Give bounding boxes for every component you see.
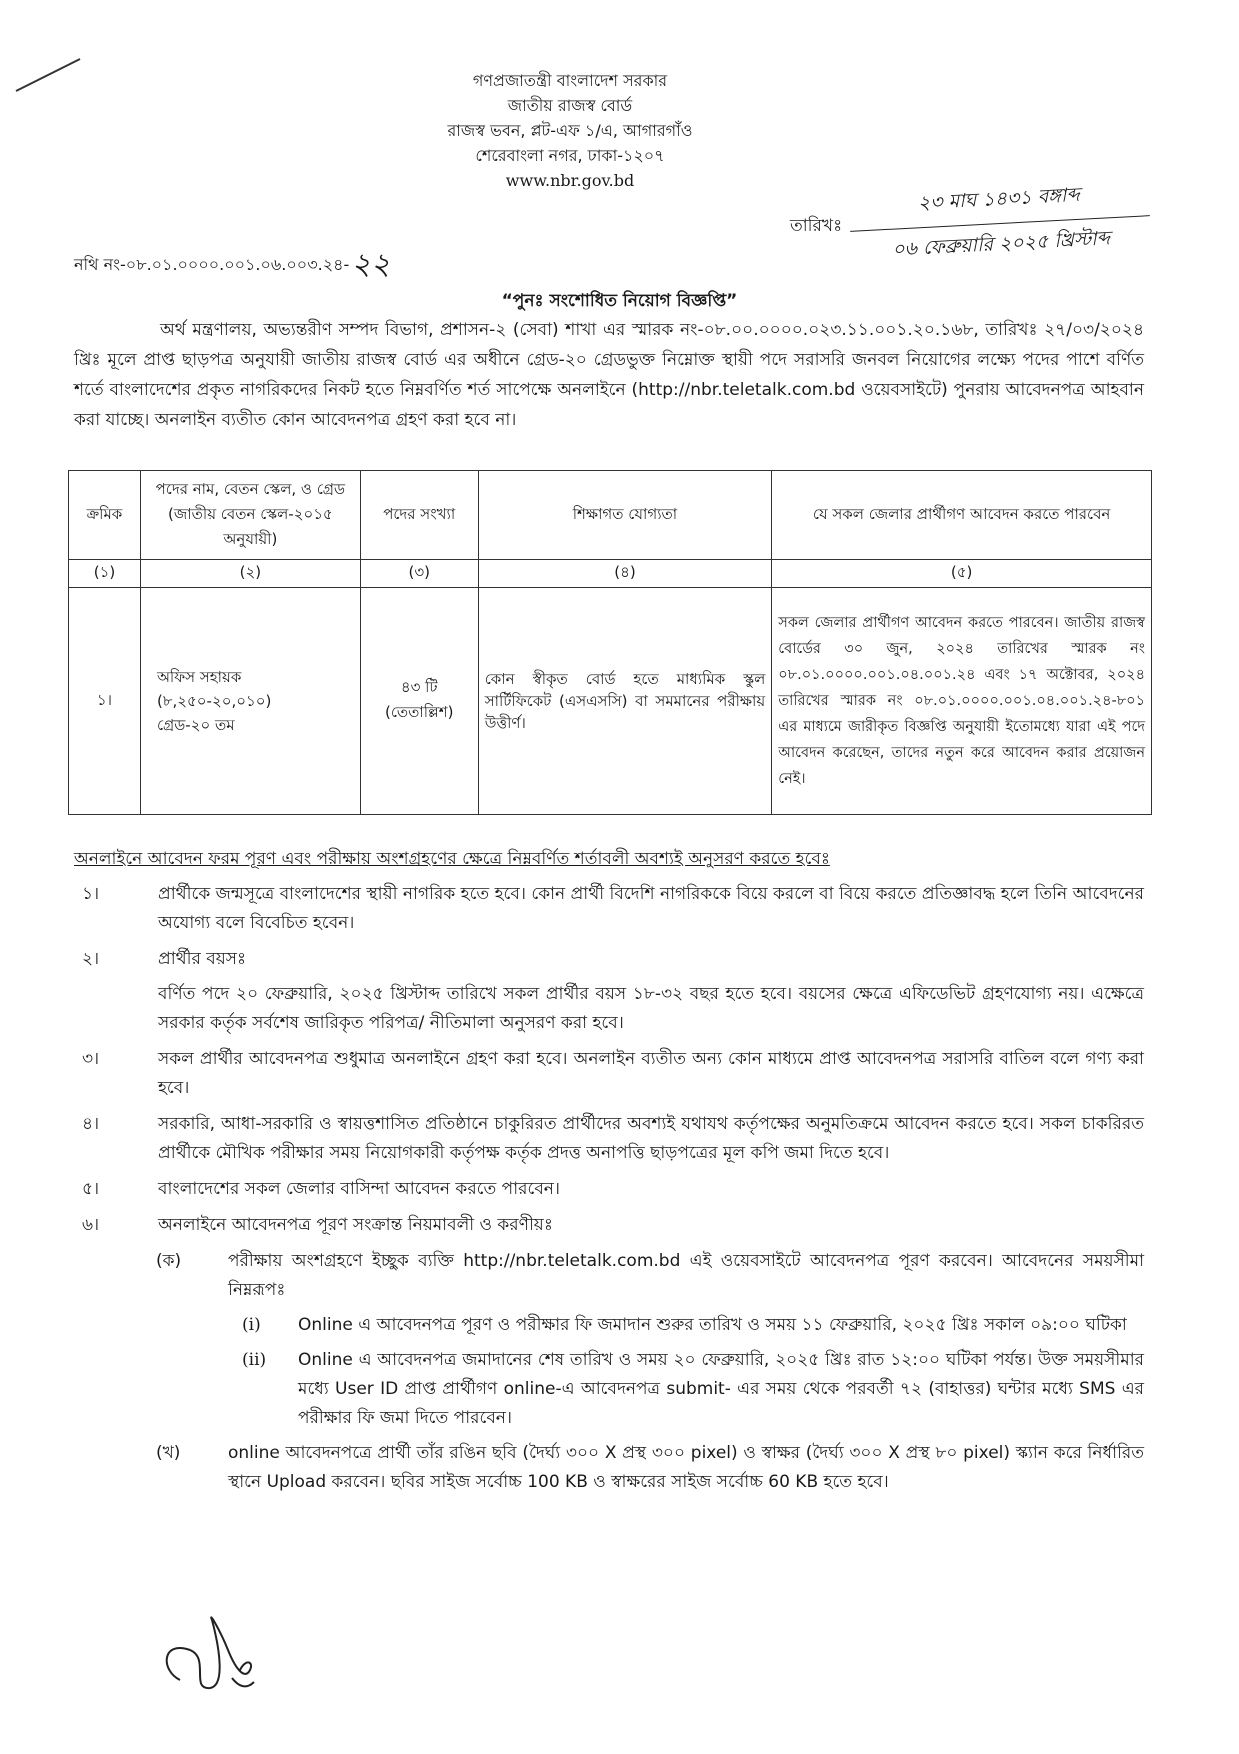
rule-ka-i-text: Online এ আবেদনপত্র পূরণ ও পরীক্ষার ফি জমাদান শুরুর তারিখ ও সময় ১১ ফেব্রুয়ারি, ২০২৫ খ্রিঃ সকাল ০৯:০০ ঘটিকা: [298, 1315, 1127, 1335]
city-line: শেরেবাংলা নগর, ঢাকা-১২০৭: [475, 146, 665, 165]
item-text: সকল প্রার্থীর আবেদনপত্র শুধুমাত্র অনলাইনে গ্রহণ করা হবে। অনলাইন ব্যতীত অন্য কোন মাধ্যমে প্রাপ্ত আবেদনপত্র সরাসরি বাতিল বলে গণ্য করা হবে।: [158, 1049, 1144, 1098]
post-count: ৪৩ টি: [400, 678, 438, 696]
post-name: অফিস সহায়ক: [156, 668, 242, 686]
list-item: [74, 1045, 1144, 1103]
date-gregorian: ০৬ ফেব্রুয়ারি ২০২৫ খ্রিস্টাব্দ: [891, 227, 1111, 261]
item-text: অনলাইনে আবেদনপত্র পূরণ সংক্রান্ত নিয়মাবলী ও করণীয়ঃ: [158, 1215, 553, 1235]
post-grade: গ্রেড-২০ তম: [156, 716, 235, 734]
col-number: (৩): [360, 560, 478, 588]
memo-handwritten-number: ২২: [351, 247, 391, 282]
col-number: (৫): [772, 560, 1152, 588]
govt-name: গণপ্রজাতন্ত্রী বাংলাদেশ সরকার: [472, 71, 668, 90]
item-text: প্রার্থীকে জন্মসূত্রে বাংলাদেশের স্থায়ী নাগরিক হতে হবে। কোন প্রার্থী বিদেশি নাগরিককে বিয়ে করলে বা বিয়ে করতে প্রতিজ্ঞাবদ্ধ হলে তিনি আবেদনের অযোগ্য বলে বিবেচিত হবেন।: [158, 884, 1144, 933]
list-item: [74, 1110, 1144, 1168]
post-scale: (৮,২৫০-২০,০১০): [156, 692, 272, 710]
office-header: [420, 68, 720, 193]
cell-districts: সকল জেলার প্রার্থীগণ আবেদন করতে পারবেন। জাতীয় রাজস্ব বোর্ডের ৩০ জুন, ২০২৪ তারিখের স্মারক নং ০৮.০১.০০০০.০০১.০৪.০০১.২৪ এবং ১৭ অক্টোবর, ২০২৪ তারিখের স্মারক নং ০৮.০১.০০০০.০০১.০৪.০০১.২৪-৮০১ এর মাধ্যমে জারীকৃত বিজ্ঞপ্তি অনুযায়ী ইতোমধ্যে যারা এই পদে আবেদন করেছেন, তাদের নতুন করে আবেদন করার প্রয়োজন নেই।: [772, 588, 1152, 815]
rule-kha-text: online আবেদনপত্রে প্রার্থী তাঁর রঙিন ছবি (দৈর্ঘ্য ৩০০ X প্রস্থ ৩০০ pixel) ও স্বাক্ষর (দৈর্ঘ্য ৩০০ X প্রস্থ ৮০ pixel) স্ক্যান করে নির্ধারিত স্থানে Upload করবেন। ছবির সাইজ সর্বোচ্চ 100 KB ও স্বাক্ষরের সাইজ সর্বোচ্চ 60 KB হতে হবে।: [228, 1443, 1144, 1492]
conditions-heading: অনলাইনে আবেদন ফরম পূরণ এবং পরীক্ষায় অংশগ্রহণের ক্ষেত্রে নিম্নবর্ণিত শর্তাবলী অবশ্যই অনুসরণ করতে হবেঃ: [74, 849, 830, 869]
item-text: বাংলাদেশের সকল জেলার বাসিন্দা আবেদন করতে পারবেন।: [158, 1179, 561, 1199]
signature-image: [150, 1610, 270, 1700]
post-count-words: (তেতাল্লিশ): [384, 703, 454, 721]
notice-title: “পুনঃ সংশোধিত নিয়োগ বিজ্ঞপ্তি”: [501, 291, 738, 311]
table-row: [69, 588, 1152, 815]
rule-ka-ii-label: (ii): [242, 1350, 267, 1370]
board-name: জাতীয় রাজস্ব বোর্ড: [507, 96, 633, 115]
date-bangla: ২৩ মাঘ ১৪৩১ বঙ্গাব্দ: [848, 177, 1150, 232]
list-item: [74, 1211, 1144, 1240]
item-detail: বর্ণিত পদে ২০ ফেব্রুয়ারি, ২০২৫ খ্রিস্টাব্দ তারিখে সকল প্রার্থীর বয়স ১৮-৩২ বছর হতে হবে। বয়সের ক্ষেত্রে এফিডেভিট গ্রহণযোগ্য নয়। এক্ষেত্রে সরকার কর্তৃক সর্বশেষ জারিকৃত পরিপত্র/ নীতিমালা অনুসরণ করা হবে।: [158, 984, 1144, 1033]
rule-ka: [74, 1247, 1144, 1305]
item-number: ৫।: [82, 1179, 100, 1199]
rule-ka-ii: [74, 1346, 1144, 1433]
address-line: রাজস্ব ভবন, প্লট-এফ ১/এ, আগারগাঁও: [447, 121, 693, 140]
header-count: পদের সংখ্যা: [360, 471, 478, 560]
rule-kha-label: (খ): [156, 1443, 181, 1463]
header-districts: যে সকল জেলার প্রার্থীগণ আবেদন করতে পারবেন: [772, 471, 1152, 560]
header-qualification: শিক্ষাগত যোগ্যতা: [478, 471, 772, 560]
conditions-list: [74, 880, 1144, 1503]
cell-count: [360, 588, 478, 815]
item-number: ৬।: [82, 1215, 100, 1235]
cell-serial: ১।: [69, 588, 141, 815]
header-serial: ক্রমিক: [69, 471, 141, 560]
table-column-number-row: [69, 560, 1152, 588]
col-number: (১): [69, 560, 141, 588]
item-number: ৩।: [82, 1049, 100, 1069]
post-table: [68, 470, 1152, 815]
date-values: [848, 177, 1152, 270]
rule-ka-i-label: (i): [242, 1315, 261, 1335]
col-number: (৪): [478, 560, 772, 588]
col-number: (২): [140, 560, 360, 588]
item-text: প্রার্থীর বয়সঃ: [158, 949, 247, 969]
header-post: পদের নাম, বেতন স্কেল, ও গ্রেড (জাতীয় বেতন স্কেল-২০১৫ অনুযায়ী): [140, 471, 360, 560]
item-text: সরকারি, আধা-সরকারি ও স্বায়ত্তশাসিত প্রতিষ্ঠানে চাকুরিরত প্রার্থীদের অবশ্যই যথাযথ কর্তৃপক্ষের অনুমতিক্রমে আবেদন করতে হবে। সকল চাকরিরত প্রার্থীকে মৌখিক পরীক্ষার সময় নিয়োগকারী কর্তৃপক্ষ কর্তৃক প্রদত্ত অনাপত্তি ছাড়পত্রের মূল কপি জমা দিতে হবে।: [158, 1114, 1144, 1163]
rule-ka-ii-text: Online এ আবেদনপত্র জমাদানের শেষ তারিখ ও সময় ২০ ফেব্রুয়ারি, ২০২৫ খ্রিঃ রাত ১২:০০ ঘটিকা পর্যন্ত। উক্ত সময়সীমার মধ্যে User ID প্রাপ্ত প্রার্থীগণ online-এ আবেদনপত্র submit- এর সময় থেকে পরবর্তী ৭২ (বাহাত্তর) ঘন্টার মধ্যে SMS এর পরীক্ষার ফি জমা দিতে পারবেন।: [298, 1350, 1144, 1428]
pen-mark-decoration: [14, 55, 84, 95]
item-number: ১।: [82, 884, 100, 904]
rule-ka-text: পরীক্ষায় অংশগ্রহণে ইচ্ছুক ব্যক্তি http://nbr.teletalk.com.bd এই ওয়েবসাইটে আবেদনপত্র পূরণ করবেন। আবেদনের সময়সীমা নিম্নরূপঃ: [228, 1251, 1144, 1300]
rule-kha: [74, 1439, 1144, 1497]
list-item: [74, 880, 1144, 938]
intro-paragraph: অর্থ মন্ত্রণালয়, অভ্যন্তরীণ সম্পদ বিভাগ, প্রশাসন-২ (সেবা) শাখা এর স্মারক নং-০৮.০০.০০০০.০২৩.১১.০০১.২০.১৬৮, তারিখঃ ২৭/০৩/২০২৪ খ্রিঃ মূলে প্রাপ্ত ছাড়পত্র অনুযায়ী জাতীয় রাজস্ব বোর্ড এর অধীনে গ্রেড-২০ গ্রেডভুক্ত নিম্নোক্ত স্থায়ী পদে সরাসরি জনবল নিয়োগের লক্ষ্যে পদের পাশে বর্ণিত শর্তে বাংলাদেশের প্রকৃত নাগরিকদের নিকট হতে নিম্নবর্ণিত শর্ত সাপেক্ষে অনলাইনে (http://nbr.teletalk.com.bd ওয়েবসাইটে) পুনরায় আবেদনপত্র আহবান করা যাচ্ছে। অনলাইন ব্যতীত কোন আবেদনপত্র গ্রহণ করা হবে না।: [74, 320, 1144, 430]
cell-qualification: কোন স্বীকৃত বোর্ড হতে মাধ্যমিক স্কুল সার্টিফিকেট (এসএসসি) বা সমমানের পরীক্ষায় উত্তীর্ণ।: [478, 588, 772, 815]
list-item: [74, 1175, 1144, 1204]
list-item: [74, 945, 1144, 1038]
cell-post: [140, 588, 360, 815]
rule-ka-label: (ক): [156, 1251, 182, 1271]
item-number: ৪।: [82, 1114, 100, 1134]
memo-number-text: নথি নং-০৮.০১.০০০০.০০১.০৬.০০৩.২৪-: [74, 255, 350, 274]
memo-number: [74, 240, 390, 291]
date-label: তারিখঃ: [790, 216, 843, 236]
website-link[interactable]: www.nbr.gov.bd: [505, 171, 635, 190]
item-number: ২।: [82, 949, 100, 969]
rule-ka-i: [74, 1311, 1144, 1340]
table-header-row: [69, 471, 1152, 560]
